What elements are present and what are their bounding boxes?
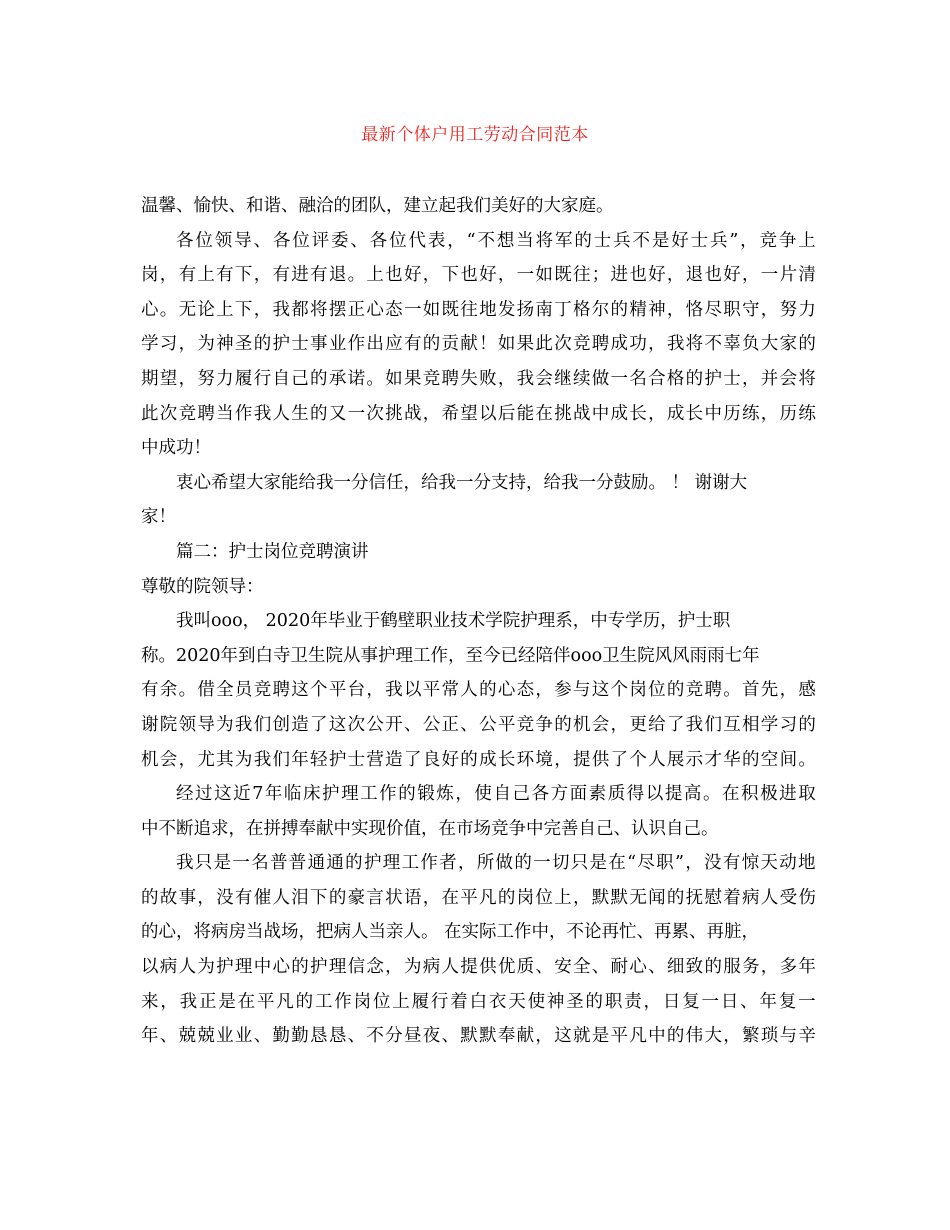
text-line: 机 会 ， 尤 其 为 我 们 年 轻 护 士 营 造 了 良 好 的 成 长 环 境 ， 提 供 了 个 人 展 示 才 华 的 空 间 。: [141, 749, 816, 770]
text-line: 我叫ooo， 2020年毕业于鹤壁职业技术学院护理系，中专学历，护士职: [176, 611, 731, 632]
text-line: 心 。 无 论 上 下 ， 我 都 将 摆 正 心 态 一 如 既 往 地 发 扬 南 丁 格 尔 的 精 神 ， 恪 尽 职 守 ， 努 力: [141, 299, 816, 320]
text-line: 年 、 兢 兢 业 业 、 勤 勤 恳 恳 、 不 分 昼 夜 、 默 默 奉 献 ， 这 就 是 平 凡 中 的 伟 大 ， 繁 琐 与 辛: [141, 1026, 816, 1047]
text-line: 篇二：护士岗位竞聘演讲: [176, 541, 369, 562]
text-line: 家！: [141, 507, 176, 528]
text-line: 的心，将病房当战场，把病人当亲人。 在实际工作中，不论再忙、再累、再脏，: [141, 922, 760, 943]
document-title: 最新个体户用工劳动合同范本: [361, 125, 589, 145]
document-body: [141, 189, 816, 1054]
text-line: 衷心希望大家能给我一分信任，给我一分支持，给我一分鼓励。 ！ 谢谢大: [176, 472, 748, 493]
text-line: 期 望 ， 努 力 履 行 自 己 的 承 诺 。 如 果 竞 聘 失 败 ， 我 会 继 续 做 一 名 合 格 的 护 士 ， 并 会 将: [141, 368, 816, 389]
text-line: 温馨、愉快、和谐、融洽的团队，建立起我们美好的大家庭。: [141, 196, 614, 216]
text-line: 经 过 这 近 7 年 临 床 护 理 工 作 的 锻 炼 ， 使 自 己 各 方 面 素 质 得 以 提 高 。 在 积 极 进 取: [176, 784, 816, 805]
text-line: 学 习 ， 为 神 圣 的 护 士 事 业 作 出 应 有 的 贡 献 ！ 如 果 此 次 竞 聘 成 功 ， 我 将 不 辜 负 大 家 的: [141, 334, 816, 355]
text-line: 中成功！: [141, 438, 211, 459]
text-line: 岗 ， 有 上 有 下 ， 有 进 有 退 。 上 也 好 ， 下 也 好 ， 一 如 既 往 ； 进 也 好 ， 退 也 好 ， 一 片 清: [141, 265, 816, 286]
text-line: 此 次 竞 聘 当 作 我 人 生 的 又 一 次 挑 战 ， 希 望 以 后 能 在 挑 战 中 成 长 ， 成 长 中 历 练 ， 历 练: [141, 403, 816, 424]
text-line: 来 ， 我 正 是 在 平 凡 的 工 作 岗 位 上 履 行 着 白 衣 天 使 神 圣 的 职 责 ， 日 复 一 日 、 年 复 一: [141, 991, 816, 1012]
text-line: 有 余 。 借 全 员 竞 聘 这 个 平 台 ， 我 以 平 常 人 的 心 态 ， 参 与 这 个 岗 位 的 竞 聘 。 首 先 ， 感: [141, 680, 816, 701]
text-line: 我 只 是 一 名 普 普 通 通 的 护 理 工 作 者 ， 所 做 的 一 切 只 是 在 “ 尽 职 ” ， 没 有 惊 天 动 地: [176, 853, 816, 874]
text-line: 称。2020年到白寺卫生院从事护理工作，至今已经陪伴ooo卫生院风风雨雨七年: [141, 645, 760, 666]
text-line: 各 位 领 导 、 各 位 评 委 、 各 位 代 表 ， “ 不 想 当 将 军 的 士 兵 不 是 好 士 兵 ” ， 竞 争 上: [176, 230, 816, 251]
text-line: 尊敬的院领导：: [141, 576, 264, 597]
text-line: 谢 院 领 导 为 我 们 创 造 了 这 次 公 开 、 公 正 、 公 平 竞 争 的 机 会 ， 更 给 了 我 们 互 相 学 习 的: [141, 714, 816, 735]
text-line: 以 病 人 为 护 理 中 心 的 护 理 信 念 ， 为 病 人 提 供 优 质 、 安 全 、 耐 心 、 细 致 的 服 务 ， 多 年: [141, 957, 816, 978]
text-line: 中不断追求，在拼搏奉献中实现价值，在市场竞争中完善自己、认识自己。: [141, 818, 719, 839]
text-line: 的 故 事 ， 没 有 催 人 泪 下 的 豪 言 状 语 ， 在 平 凡 的 岗 位 上 ， 默 默 无 闻 的 抚 慰 着 病 人 受 伤: [141, 887, 816, 908]
